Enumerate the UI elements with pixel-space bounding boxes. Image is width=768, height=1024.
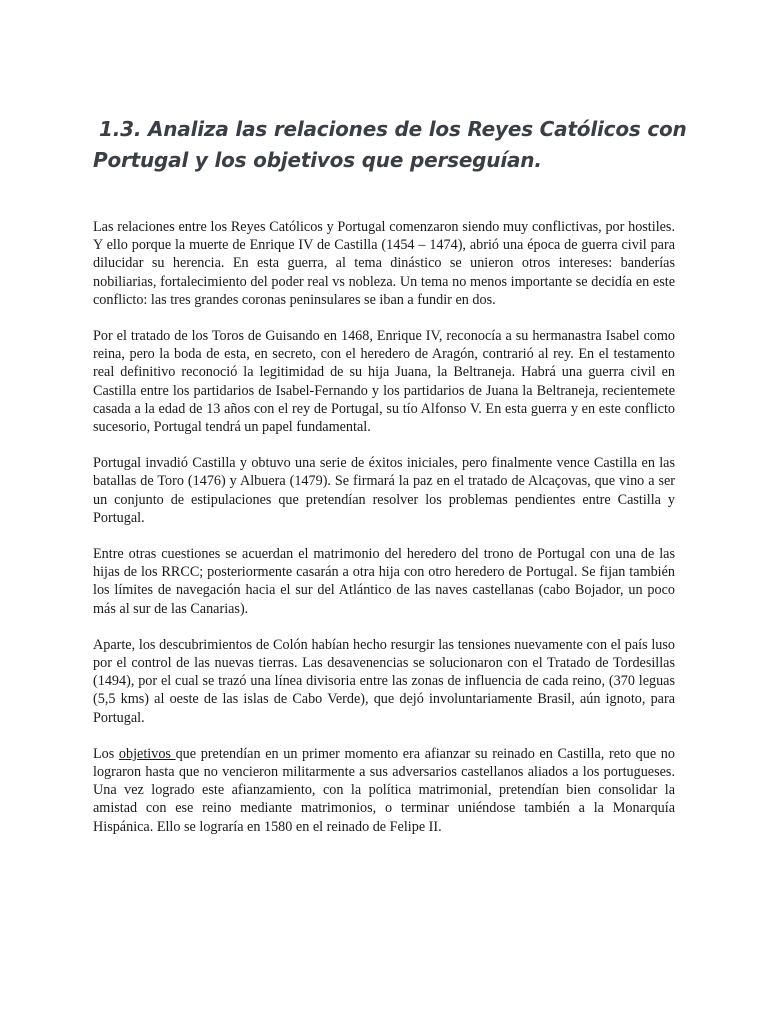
paragraph-4: Entre otras cuestiones se acuerdan el matrimonio del heredero del trono de Portugal con una de las hijas de los RRCC; posteriormente casarán a otra hija con otro heredero de Portugal. Se fijan también los límites de navegación hacia el sur del Atlántico de las naves castellanas (cabo Bojador, un poco más al sur de las Canarias). [93,546,675,617]
paragraph-6 [93,745,675,836]
paragraph-2: Por el tratado de los Toros de Guisando en 1468, Enrique IV, reconocía a su hermanastra Isabel como reina, pero la boda de esta, en secreto, con el heredero de Aragón, contrarió al rey. En el testamento real definitivo reconoció la legitimidad de su hija Juana, la Beltraneja. Habrá una guerra civil en Castilla entre los partidarios de Isabel-Fernando y los partidarios de Juana la Beltraneja, recientemete casada a la edad de 13 años con el rey de Portugal, su tío Alfonso V. En esta guerra y en este conflicto sucesorio, Portugal tendrá un papel fundamental. [93,328,675,436]
document-body [93,218,675,854]
paragraph-6-start: Los [93,745,119,762]
underlined-word-objetivos: objetivos [118,745,176,762]
paragraph-1: Las relaciones entre los Reyes Católicos y Portugal comenzaron siendo muy conflictivas, por hostiles. Y ello porque la muerte de Enrique IV de Castilla (1454 – 1474), abrió una época de guerra civil para dilucidar su herencia. En esta guerra, al tema dinástico se unieron otros intereses: banderías nobiliarias, fortalecimiento del poder real vs nobleza. Un tema no menos importante se decidía en este conflicto: las tres grandes coronas peninsulares se iban a fundir en dos. [93,219,675,308]
paragraph-5: Aparte, los descubrimientos de Colón habían hecho resurgir las tensiones nuevamente con el país luso por el control de las nuevas tierras. Las desavenencias se solucionaron con el Tratado de Tordesillas (1494), por el cual se trazó una línea divisoria entre las zonas de influencia de cada reino, (370 leguas (5,5 kms) al oeste de las islas de Cabo Verde), que dejó involuntariamente Brasil, aún ignoto, para Portugal. [93,636,675,726]
paragraph-6-rest: que pretendían en un primer momento era afianzar su reinado en Castilla, reto que no lograron hasta que no vencieron militarmente a sus adversarios castellanos aliados a los portugueses. Una vez logrado este afianzamiento, con la política matrimonial, pretendían bien consolidar la amistad con ese reino mediante matrimonios, o terminar uniéndose también a la Monarquía Hispánica. Ello se lograría en 1580 en el reinado de Felipe II. [93,745,675,835]
page-title [93,114,693,176]
paragraph-3: Portugal invadió Castilla y obtuvo una serie de éxitos iniciales, pero finalmente vence Castilla en las batallas de Toro (1476) y Albuera (1479). Se firmará la paz en el tratado de Alcaçovas, que vino a ser un conjunto de estipulaciones que pretendían resolver los problemas pendientes entre Castilla y Portugal. [93,455,675,526]
title-text: 1.3. Analiza las relaciones de los Reyes Católicos con Portugal y los objetivos que perseguían. [93,117,687,172]
